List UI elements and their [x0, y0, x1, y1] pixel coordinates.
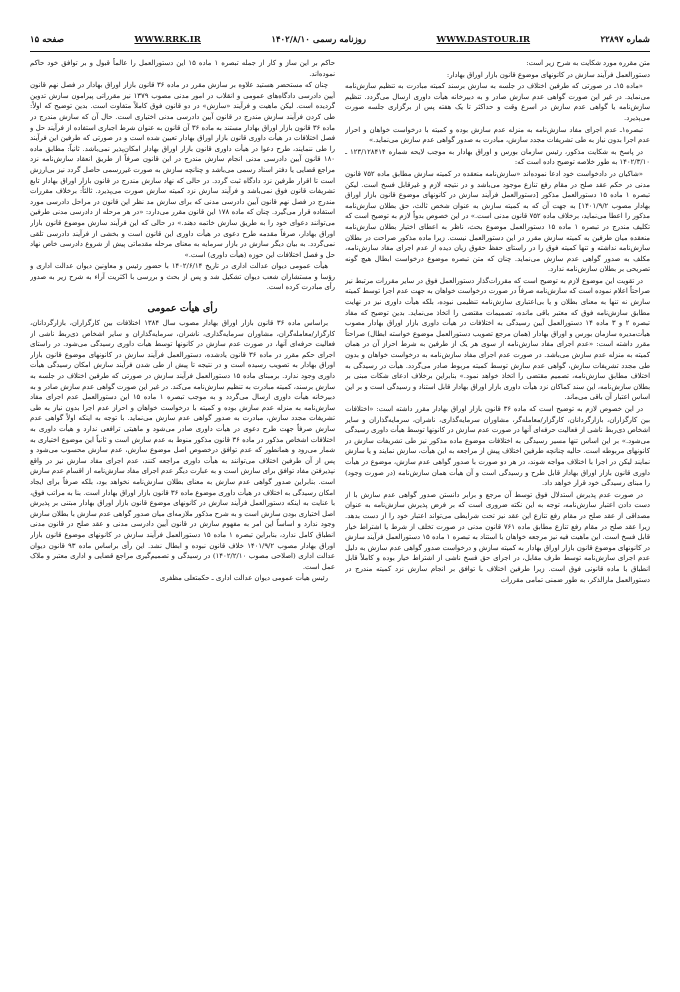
page-header	[30, 32, 650, 52]
ruling-title: رأی هیأت عمومی	[147, 303, 218, 315]
paragraph: چنان که مستحضر هستید علاوه بر سازش مقرر در ماده ۳۶ قانون بازار اوراق بهادار در فصل نهم قانون آیین دادرسی دادگاه‌های عمومی و انقلاب در امور مدنی مصوب ۱۳۷۹ نیز مقرراتی پیرامون سازش تدوین گردیده است. لیکن ماهیت و فرآیند «سازش» در دو قانون فوق کاملاً متفاوت است. بدین توضیح که اولاً: طی کردن فرآیند سازش مندرج در قانون آیین دادرسی مدنی اختیاری است. حال آن که سازش مندرج در ماده ۳۶ قانون بازار اوراق بهادار مستند به ماده ۳۶ آن قانون به عنوان شرط اجباری استفاده از فرآیند حل و فصل اختلافات در هیأت داوری قانون بازار اوراق بهادار تعیین شده است و در صورتی که طرفین این فرآیند را طی ننمایند، طرح دعوا در هیأت داوری قانون بازار اوراق بهادار امکان‌پذیر نمی‌باشد. ثانیاً: مطابق ماده ۱۸۰ قانون آیین دادرسی مدنی انجام سازش مندرج در این قانون صرفاً از طریق انعقاد سازش‌نامه نزد مراجع قضایی یا دفتر اسناد رسمی می‌باشد و چنانچه سازش به صورت غیررسمی حاصل گردد نیز بی‌ارزش است تا اقرار طرفین نزد دادگاه ثبت گردد. در حالی که نهاد سازش مندرج در قانون بازار اوراق بهادار تابع تشریفات قانون فوق نمی‌باشد و فرآیند سازش نزد کمیته سازش صورت می‌پذیرد. ثالثاً: برخلاف مقررات مندرج در فصل نهم قانون آیین دادرسی مدنی که برای سازش مد نظر این قانون در مراحل دادرسی مورد استفاده قرار می‌گیرد. چنان که ماده ۱۷۸ این قانون مقرر می‌دارد: «در هر مرحله از دادرسی مدنی طرفین می‌توانند دعوای خود را به طریق سازش خاتمه دهند.» در حالی که این فرآیند سازش موضوع قانون بازار اوراق بهادار، صرفاً مقدمه طرح دعوی در هیأت داوری این قانون است و بخشی از فرآیند دادرسی تلقی نمی‌گردد. به بیان دیگر سازش در بازار سرمایه به معنای مرحله مقدماتی پیش از شروع دادرسی خاص نهاد حل و فصل اختلافات این حوزه (هیأت داوری) است.»	[30, 81, 335, 259]
gazette-page	[30, 32, 650, 967]
dastour-website-link[interactable]: WWW.DASTOUR.IR	[436, 35, 531, 45]
paragraph: تبصره۱ـ عدم اجرای مفاد سازش‌نامه به منزله عدم سازش بوده و کمیته با درخواست خواهان و احراز عدم اجرا بدون نیاز به طی تشریفات مجدد سازش، مبادرت به صدور گواهی عدم سازش می‌نماید.»	[345, 125, 650, 145]
paragraph: حاکم بر این ساز و کار از جمله تبصره ۱ ماده ۱۵ این دستورالعمل را عالماً قبول و بر توافق خود حاکم نموده‌اند.	[30, 59, 335, 78]
issue-number: شماره ۲۲۸۹۷	[600, 35, 650, 45]
left-column	[30, 58, 335, 963]
paragraph: هیأت عمومی دیوان عدالت اداری در تاریخ ۱۴۰۲/۶/۱۴ با حضور رئیس و معاونین دیوان عدالت اداری و رؤسا و مستشاران شعب دیوان تشکیل شد و پس از بحث و بررسی با اکثریت آراء به شرح زیر به صدور رأی مبادرت کرده است.	[30, 262, 335, 292]
ruling-paragraph: براساس ماده ۳۶ قانون بازار اوراق بهادار مصوب سال ۱۳۸۴ اختلافات بین کارگزاران، بازارگردانان، کارگزار/معامله‌گران، مشاوران سرمایه‌گذاری، ناشران، سرمایه‌گذاران و سایر اشخاص ذی‌ربط ناشی از فعالیت حرفه‌ای آنها، در صورت عدم سازش در کانونها توسط هیأت داوری رسیدگی می‌شود. در راستای اجرای حکم مقرر در ماده ۳۶ قانون یادشده، دستورالعمل فرآیند سازش در کانونهای موضوع قانون بازار اوراق بهادار به تصویب رسیده است و در نتیجه تا پیش از طی شدن فرآیند سازش امکان رسیدگی هیأت داوری وجود ندارد. برمبنای ماده ۱۵ دستورالعمل فرآیند سازش در صورتی که طرفین اختلاف در جلسه به سازش برسند، کمیته مبادرت به تنظیم سازش‌نامه می‌کند. در غیر این صورت گواهی عدم سازش صادر و به دبیرخانه هیأت داوری ارسال می‌گردد و به موجب تبصره ۱ ماده ۱۵ این دستورالعمل عدم اجرای مفاد سازش‌نامه به منزله عدم سازش بوده و کمیته با درخواست خواهان و احراز عدم اجرا بدون نیاز به طی تشریفات مجدد سازش، مبادرت به صدور گواهی عدم سازش می‌نماید. با توجه به اینکه اولاً گواهی عدم سازش صرفاً جهت طرح دعوی در هیأت داوری صادر می‌شود و ماهیتی ترافعی ندارد و هیأت داوری به اختلافات اشخاص مذکور در ماده ۳۶ قانون مذکور منوط به عدم سازش است و ثانیاً این موضوع اختیاری به شمار می‌رود و همانطور که عدم توافق درخصوص اصل موضوع سازش، عدم سازش محسوب می‌شود و پس از آن طرفین اختلاف می‌توانند به هیأت داوری مراجعه کنند، عدم اجرای مفاد سازش نیز در واقع نپذیرفتن مفاد توافق برای سازش است و به عبارت دیگر عدم اجرای مفاد سازش‌نامه از اقسام عدم سازش است. بنابراین صدور گواهی عدم سازش به معنای بطلان سازش‌نامه نخواهد بود، بلکه صرفاً برای ایجاد امکان رسیدگی به اختلاف در هیأت داوری موضوع ماده ۳۶ قانون بازار اوراق بهادار است. بنا به مراتب فوق، با عنایت به اینکه دستورالعمل فرآیند سازش در کانونهای موضوع قانون بازار اوراق بهادار مبتنی بر پذیرش اصل اختیاری بودن سازش است و به شرح مذکور ملازمه‌ای میان صدور گواهی عدم سازش با بطلان سازش وجود ندارد و اساساً این امر به مفهوم سازش در قانون آیین دادرسی مدنی و عقد صلح در قانون مدنی انطباق کامل ندارد، بنابراین تبصره ۱ ماده ۱۵ دستورالعمل فرآیند سازش در کانونهای موضوع قانون بازار اوراق بهادار مصوب ۱۴۰۱/۹/۲ خلاف قانون نبوده و ابطال نشد. این رأی براساس ماده ۹۳ قانون دیوان عدالت اداری (اصلاحی مصوب ۱۴۰۲/۲/۱۰) در رسیدگی و تصمیم‌گیری مراجع قضایی و اداری معتبر و ملاک عمل است.	[30, 319, 335, 571]
rrk-website-link[interactable]: WWW.RRK.IR	[134, 35, 201, 45]
paragraph: دستورالعمل فرآیند سازش در کانونهای موضوع قانون بازار اوراق بهادار:	[446, 70, 650, 79]
right-column	[345, 58, 650, 963]
paragraph: «ماده ۱۵ـ در صورتی که طرفین اختلاف در جلسه به سازش برسند کمیته مبادرت به تنظیم سازش‌نامه می‌نماید. در غیر این صورت گواهی عدم سازش صادر و به دبیرخانه هیأت داوری ارسال می‌گردد. تنظیم سازش‌نامه یا گواهی عدم سازش در اسرع وقت و حداکثر تا یک هفته پس از برگزاری جلسه صورت می‌پذیرد.	[345, 82, 650, 122]
text-columns	[30, 58, 650, 963]
paragraph: متن مقرره مورد شکایت به شرح زیر است:	[526, 59, 650, 67]
paragraph: در تقویت این موضوع لازم به توضیح است که مقررات‌گذار دستورالعمل فوق در سایر مقررات مرتبط نیز صراحتاً اعلام نموده است که سازش‌نامه صرفاً در صورت درخواست خواهان به جهت عدم اجرا توسط کمیته سازش نه تنها به معنای بطلان و یا بی‌اعتباری سازش‌نامه تنظیمی نبوده، بلکه هیأت داوری نیز در نهایت مطابق سازش‌نامه فوق که معتبر باقی مانده، تصمیمات مقتضی را اتخاذ می‌نماید. بدین توضیح که مفاد تبصره ۲ و ۳ ماده ۱۴ دستورالعمل آیین رسیدگی به اختلافات در هیأت داوری بازار اوراق بهادار مصوب هیأت‌مدیره سازمان بورس و اوراق بهادار (همان مرجع تصویب دستورالعمل موضوع خواسته ابطال) صراحتاً مقرر داشته است: «عدم اجرای مفاد سازش‌نامه از سوی هر یک از طرفین به شرط احراز آن در همان کمیته به منزله عدم سازش می‌باشد. در صورت عدم اجرای مفاد سازش‌نامه به درخواست خواهان و بدون طی مجدد تشریفات سازش، گواهی عدم سازش توسط کمیته مربوط صادر می‌گردد. هیأت در رسیدگی به اختلاف مطابق سازش‌نامه، تصمیم مقتضی را اتخاذ خواهد نمود.» بنابراین برخلاف ادعای شکات مبنی بر بطلان سازش‌نامه، این سند کماکان نزد هیأت داوری بازار اوراق بهادار قابل استناد و رسیدگی است و بر این اساس اعتبار آن باقی می‌ماند.	[345, 276, 650, 402]
page-number: صفحه ۱۵	[30, 35, 65, 45]
paragraph: «شاکیان در دادخواست خود ادعا نموده‌اند «سازش‌نامه منعقده در کمیته سازش مطابق ماده ۷۵۲ قانون مدنی در حکم عقد صلح در مقام رفع تنازع موجود می‌باشد و در نتیجه لازم و غیرقابل فسخ است. لیکن تبصره ۱ ماده ۱۵ دستورالعمل مذکور [دستورالعمل فرآیند سازش در کانونهای موضوع قانون بازار اوراق بهادار مصوب ۱۴۰۱/۹/۲] به جهت آن که به کمیته سازش به عنوان شخص ثالث، حق بطلان سازش‌نامه مذکور را اعطا می‌نماید، برخلاف ماده ۷۵۲ قانون مدنی است.» در این خصوص بدواً لازم به توضیح است که تکلیف مندرج در تبصره ۱ ماده ۱۵ دستورالعمل موضوع بحث، ناظر به اعطای اختیار بطلان سازش‌نامه منعقده میان طرفین به کمیته سازش مقرر در این دستورالعمل نیست. زیرا ماده مذکور صراحت در بطلان سازش‌نامه نداشته و تنها کمیته فوق را در راستای حفظ حقوق زیان دیده از عدم اجرای مفاد سازش‌نامه، مکلف به صدور گواهی عدم سازش می‌نماید. چنان که متن تبصره موضوع درخواست ابطال هیچ گونه تصریحی بر بطلان سازش‌نامه ندارد.	[345, 169, 650, 274]
ruling-signature: رئیس هیأت عمومی دیوان عدالت اداری ـ حکمتعلی مظفری	[159, 574, 328, 583]
paragraph: در پاسخ به شکایت مذکور، رئیس سازمان بورس و اوراق بهادار به موجب لایحه شماره ۱۲۳/۱۲۸۴۱۴ ـ ۱۴۰۲/۳/۱۰ به طور خلاصه توضیح داده است که:	[345, 147, 650, 167]
paragraph: در این خصوص لازم به توضیح است که ماده ۳۶ قانون بازار اوراق بهادار مقرر داشته است: «اختلافات بین کارگزاران، بازارگردانان، کارگزار/معامله‌گر، مشاوران سرمایه‌گذاری، ناشران، سرمایه‌گذاران و سایر اشخاص ذی‌ربط ناشی از فعالیت حرفه‌ای آنها در صورت عدم سازش در کانونها توسط هیأت داوری رسیدگی می‌شود.» بر این اساس تنها مسیر رسیدگی به اختلافات موضوع ماده مذکور نیز طی تشریفات سازش در کانونهای مربوطه است. حالیه چنانچه طرفین اختلاف پیش از مراجعه به این هیأت، سازش نمایند و یا سازش نمایند لیکن در اجرا با اختلاف مواجه شوند، در هر دو صورت با صدور گواهی عدم سازش، موضوع در هیأت داوری قانون بازار اوراق بهادار قابل طرح و رسیدگی است و آن هیأت همان سازش‌نامه (در صورت وجود) را مبنای رسیدگی خود قرار خواهد داد.	[345, 405, 650, 488]
gazette-date: روزنامه رسمی ۱۴۰۲/۸/۱۰	[271, 35, 367, 45]
paragraph: در صورت عدم پذیرش استدلال فوق توسط آن مرجع و برابر دانستن صدور گواهی عدم سازش با از دست دادن اعتبار سازش‌نامه، توجه به این نکته ضروری است که بر فرض پذیرش سازش‌نامه به عنوان مصداقی از عقد صلح در مقام رفع تنازع این عقد نیز تحت شرایطی می‌تواند اعتبار خود را از دست بدهد. زیرا عقد صلح در مقام رفع تنازع مطابق ماده ۷۶۱ قانون مدنی در صورت تخلف از شرط یا اشتراط خیار قابل فسخ است. این ماهیت فیه نیز مرجعه خواهان با استناد به تبصره ۱ ماده ۱۵ دستورالعمل فرآیند سازش در کانونهای موضوع قانون بازار اوراق بهادار به کمیته سازش و درخواست صدور گواهی عدم سازش به دلیل عدم اجرای سازش‌نامه توسط طرف مقابل، در اجرای حق فسخ ناشی از اشتراط خیار بوده و کاملاً قابل انطباق با ماده قانونی فوق است. زیرا طرفین اختلاف با توافق بر انجام سازش نزد کمیته مندرج در دستورالعمل مارالذکر، به طور ضمنی تمامی مقررات	[345, 490, 650, 584]
